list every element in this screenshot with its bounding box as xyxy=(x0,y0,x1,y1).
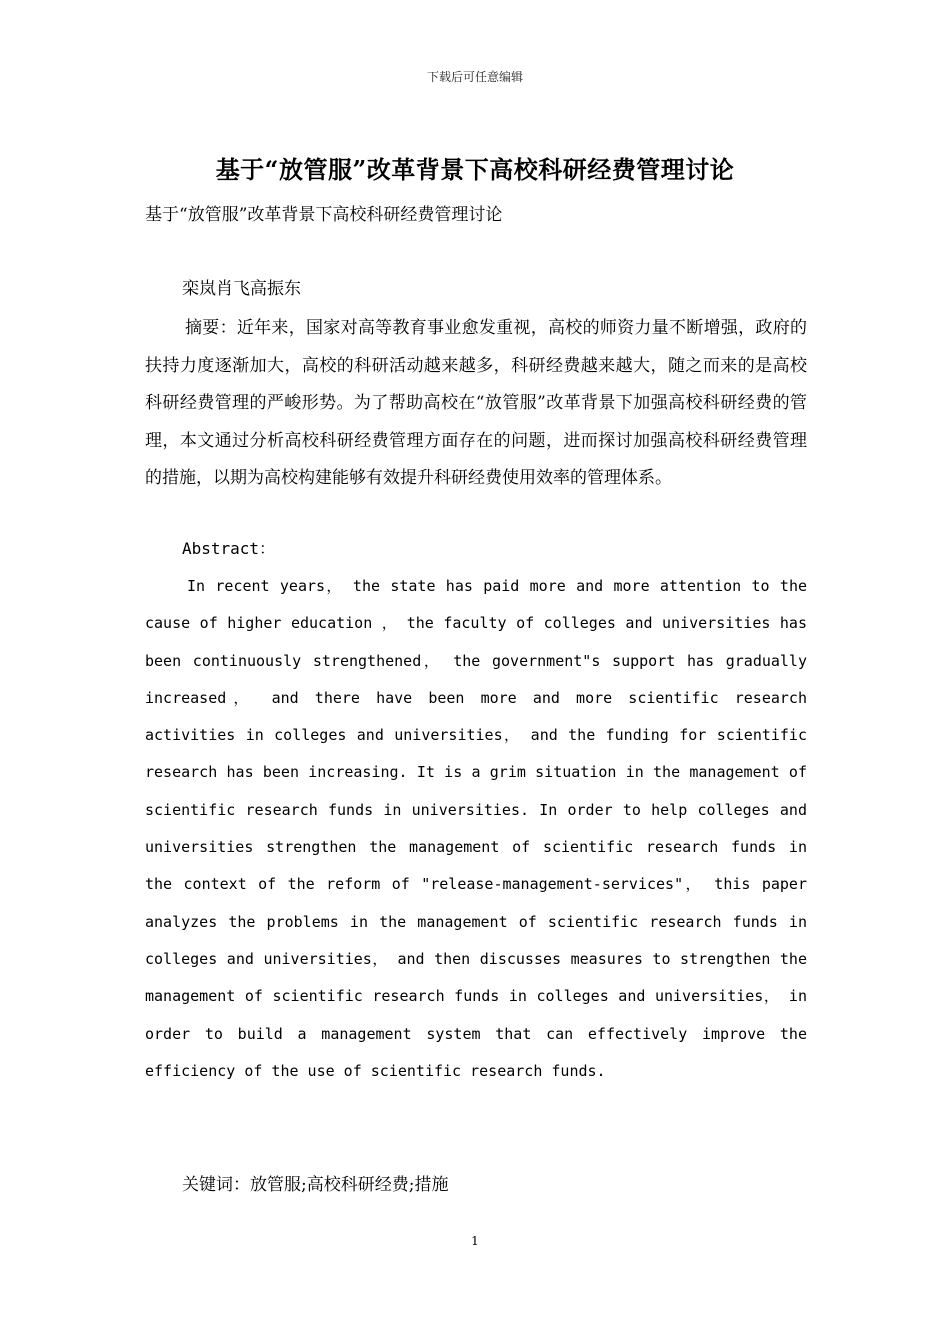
page-header: 下载后可任意编辑 xyxy=(426,70,523,84)
abstract-chinese: 摘要：近年来，国家对高等教育事业愈发重视，高校的师资力量不断增强，政府的扶持力度逐渐加大，高校的科研活动越来越多，科研经费越来越大，随之而来的是高校科研经费管理的严峻形势。为了帮助高校在“放管服”改革背景下加强高校科研经费的管理，本文通过分析高校科研经费管理方面存在的问题，进而探讨加强高校科研经费管理的措施，以期为高校构建能够有效提升科研经费使用效率的管理体系。 xyxy=(145,318,807,488)
abstract-label: Abstract： xyxy=(182,539,276,558)
page-number: 1 xyxy=(471,1234,479,1248)
abstract-english: In recent years， the state has paid more and more attention to the cause of higher education ， the faculty of colleges and universities has been continuously strengthened， the government"s support has gradually increased， and there have been more and more scientific research activities in colleges and universities， and the funding for scientific research has been increasing. It is a grim situation in the management of scientific research funds in universities. In order to help colleges and universities strengthen the management of scientific research funds in the context of the reform of "release-management-services"， this paper analyzes the problems in the management of scientific research funds in colleges and universities， and then discusses measures to strengthen the management of scientific research funds in colleges and universities， in order to build a management system that can effectively improve the efficiency of the use of scientific research funds. xyxy=(145,577,807,1080)
document-title: 基于“放管服”改革背景下高校科研经费管理讨论 xyxy=(215,155,735,184)
authors-line: 栾岚肖飞高振东 xyxy=(182,279,301,299)
document-subtitle: 基于“放管服”改革背景下高校科研经费管理讨论 xyxy=(145,205,503,225)
keywords-line: 关键词：放管服;高校科研经费;措施 xyxy=(182,1175,449,1195)
